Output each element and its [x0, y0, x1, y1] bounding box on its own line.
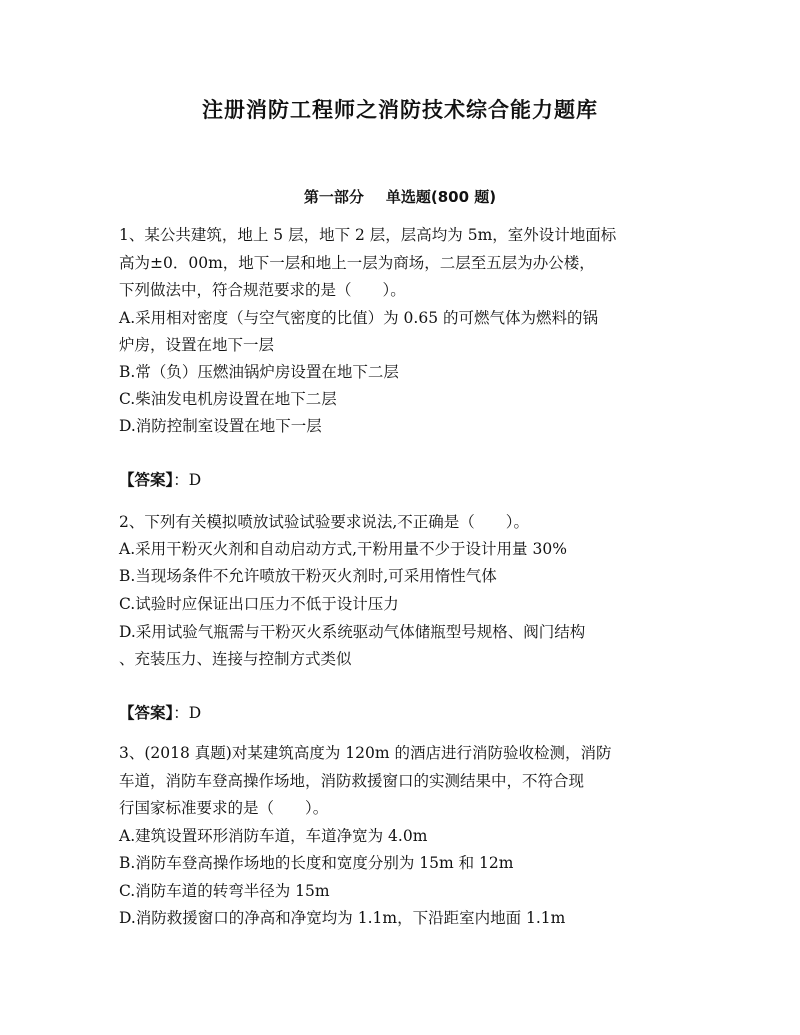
section-part: 第一部分: [303, 188, 364, 206]
question-2-option-d: D.采用试验气瓶需与干粉灭火系统驱动气体储瓶型号规格、阀门结构: [119, 623, 586, 641]
question-1-option-a: A.采用相对密度（与空气密度的比值）为 0.65 的可燃气体为燃料的锅: [119, 309, 598, 327]
question-1-option-b: B.常（负）压燃油锅炉房设置在地下二层: [119, 363, 399, 381]
question-1-option-a-cont: 炉房，设置在地下一层: [119, 336, 275, 354]
question-2-option-b: B.当现场条件不允许喷放干粉灭火剂时,可采用惰性气体: [119, 567, 497, 585]
question-2-stem-line: 2、下列有关模拟喷放试验试验要求说法,不正确是（ ）。: [119, 513, 530, 531]
question-3-option-a: A.建筑设置环形消防车道，车道净宽为 4.0m: [119, 827, 428, 845]
question-2-option-c: C.试验时应保证出口压力不低于设计压力: [119, 595, 399, 613]
question-3-option-c: C.消防车道的转弯半径为 15m: [119, 882, 330, 900]
question-1-option-c: C.柴油发电机房设置在地下二层: [119, 390, 337, 408]
question-3-stem-line: 3、(2018 真题)对某建筑高度为 120m 的酒店进行消防验收检测，消防: [119, 744, 612, 762]
question-3-stem-line: 车道，消防车登高操作场地，消防救援窗口的实测结果中，不符合现: [119, 772, 585, 790]
question-1-option-d: D.消防控制室设置在地下一层: [119, 417, 322, 435]
answer-label: 【答案】: [119, 704, 174, 722]
answer-label: 【答案】: [119, 471, 174, 489]
question-3-stem-line: 行国家标准要求的是（ ）。: [119, 799, 329, 817]
document-title: 注册消防工程师之消防技术综合能力题库: [202, 98, 598, 122]
question-3-option-d: D.消防救援窗口的净高和净宽均为 1.1m，下沿距室内地面 1.1m: [119, 909, 566, 927]
answer-value: ：D: [173, 471, 202, 489]
question-2-option-d-cont: 、充装压力、连接与控制方式类似: [119, 650, 352, 668]
question-2-option-a: A.采用干粉灭火剂和自动启动方式,干粉用量不少于设计用量 30%: [119, 540, 567, 558]
section-heading: [0, 186, 800, 207]
answer-value: ：D: [173, 704, 202, 722]
question-1-stem-line: 1、某公共建筑，地上 5 层，地下 2 层，层高均为 5m，室外设计地面标: [119, 226, 617, 244]
question-1-stem-line: 高为±0．00m，地下一层和地上一层为商场，二层至五层为办公楼，: [119, 254, 595, 272]
question-1-stem-line: 下列做法中，符合规范要求的是（ ）。: [119, 281, 406, 299]
question-1-answer: [119, 470, 699, 490]
section-name: 单选题(800 题): [385, 188, 497, 206]
question-3-option-b: B.消防车登高操作场地的长度和宽度分别为 15m 和 12m: [119, 854, 514, 872]
question-2-answer: [119, 703, 699, 723]
